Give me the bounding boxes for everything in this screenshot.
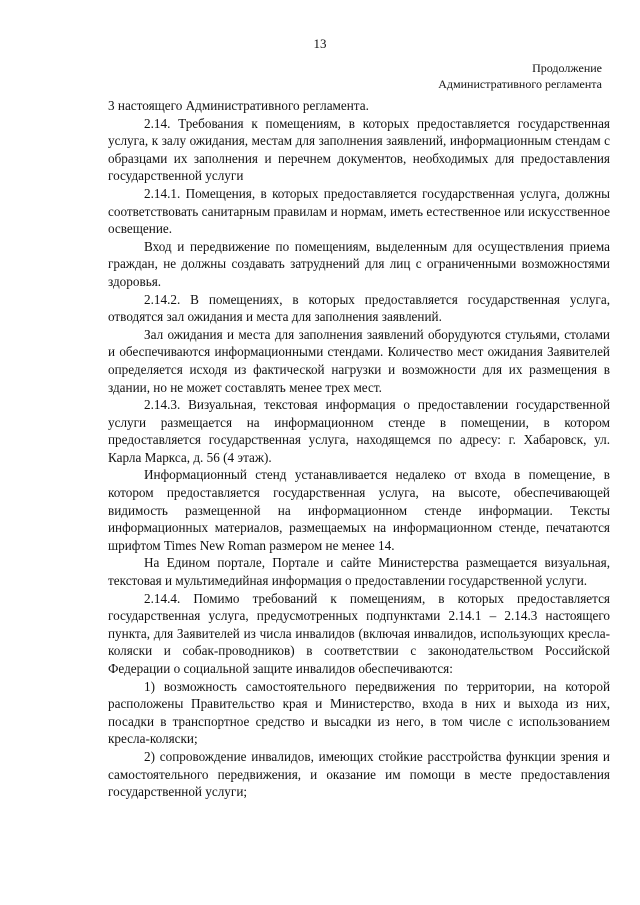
continuation-label: Продолжение (532, 61, 602, 75)
continuation-header (438, 60, 602, 92)
paragraph: 2.14.3. Визуальная, текстовая информация о предоставлении государственной услуги размещается на информационном стенде в помещении, в котором предоставляется государственная услуга, находящемся по адресу: г. Хабаровск, ул. Карла Маркса, д. 56 (4 этаж). (108, 397, 610, 465)
paragraph: 1) возможность самостоятельного передвижения по территории, на которой расположены Правительство края и Министерство, входа в них и выхода из них, посадки в транспортное средство и высадки из него, в том числе с использованием кресла-коляски; (108, 678, 610, 747)
paragraph: 3 настоящего Административного регламента. (108, 98, 369, 113)
page-number: 13 (313, 36, 327, 51)
paragraph: 2.14.2. В помещениях, в которых предоставляется государственная услуга, отводятся зал ожидания и места для заполнения заявлений. (108, 291, 610, 325)
paragraph: 2.14.1. Помещения, в которых предоставляется государственная услуга, должны соответствовать санитарным правилам и нормам, иметь естественное или искусственное освещение. (108, 185, 610, 237)
paragraph: Информационный стенд устанавливается недалеко от входа в помещение, в котором предоставляется государственная услуга, на высоте, обеспечивающей видимость размещенной на информационном стенде информации. Тексты информационных материалов, размещаемых на информационном стенде, печатаются шрифтом Times New Roman размером не менее 14. (108, 467, 610, 553)
document-body (108, 97, 610, 801)
regulation-label: Административного регламента (438, 77, 602, 91)
paragraph: 2.14. Требования к помещениям, в которых предоставляется государственная услуга, к залу ожидания, местам для заполнения заявлений, информационным стендам с образцами их заполнения и перечнем документов, необходимых для предоставления государственной услуги (108, 115, 610, 184)
paragraph: Вход и передвижение по помещениям, выделенным для осуществления приема граждан, не должны создавать затруднений для лиц с ограниченными возможностями здоровья. (108, 238, 610, 289)
paragraph: Зал ожидания и места для заполнения заявлений оборудуются стульями, столами и обеспечиваются информационными стендами. Количество мест ожидания Заявителей определяется исходя из фактической нагрузки и возможности для их размещения в здании, но не может составлять менее трех мест. (108, 326, 610, 395)
paragraph: На Едином портале, Портале и сайте Министерства размещается визуальная, текстовая и мультимедийная информация о предоставлении государственной услуги. (108, 555, 610, 589)
paragraph: 2.14.4. Помимо требований к помещениям, в которых предоставляется государственная услуга, предусмотренных подпунктами 2.14.1 – 2.14.3 настоящего пункта, для Заявителей из числа инвалидов (включая инвалидов, использующих кресла-коляски и собак-проводников) в соответствии с законодательством Российской Федерации о социальной защите инвалидов обеспечиваются: (108, 590, 610, 676)
paragraph: 2) сопровождение инвалидов, имеющих стойкие расстройства функции зрения и самостоятельного передвижения, и оказание им помощи в месте предоставления государственной услуги; (108, 748, 610, 800)
